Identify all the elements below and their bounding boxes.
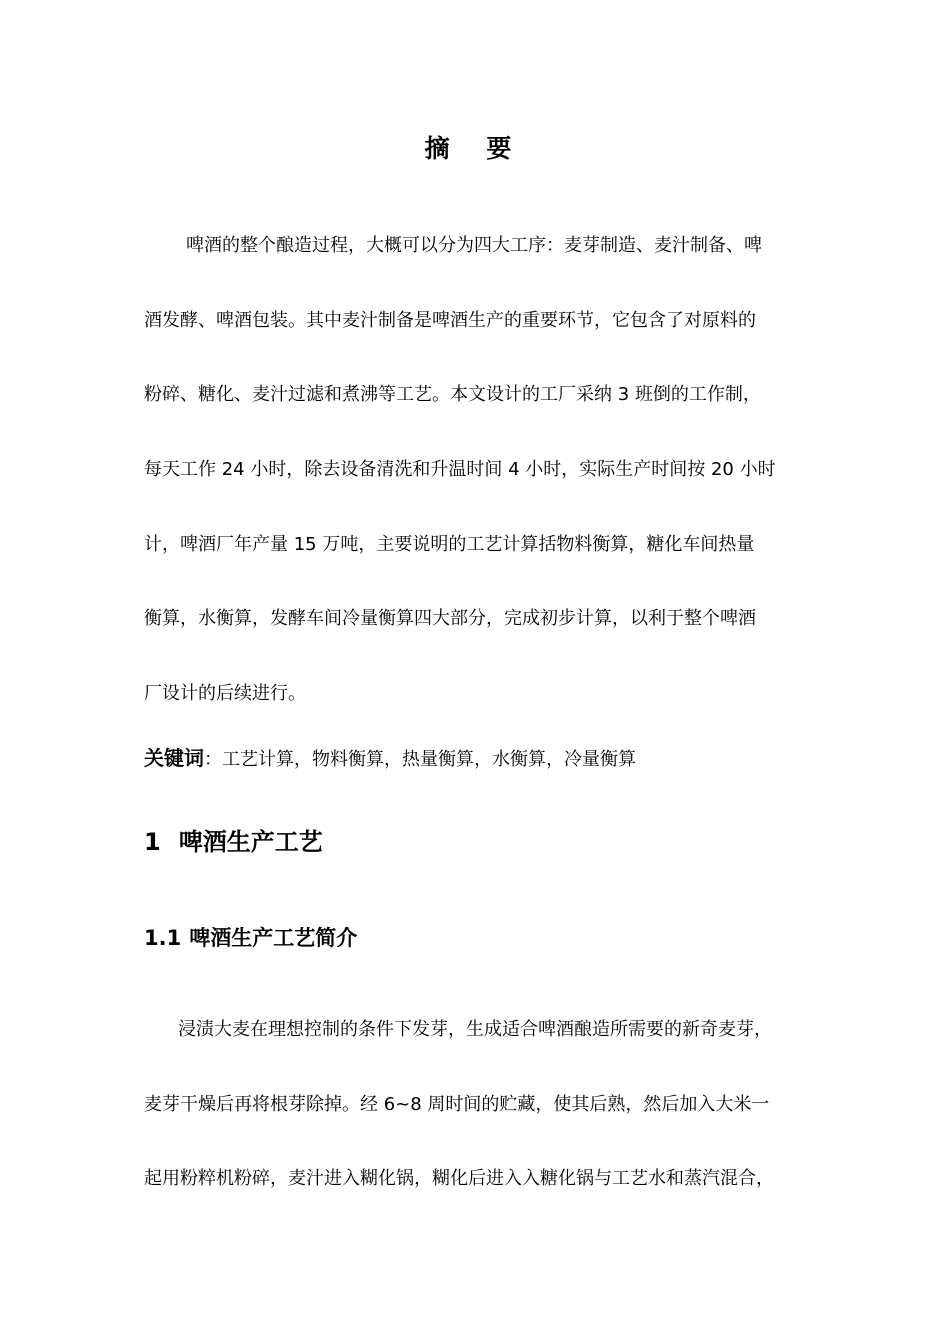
abstract-line-6: 衡算，水衡算，发酵车间冷量衡算四大部分，完成初步计算，以利于整个啤酒 <box>144 608 756 629</box>
abstract-line-4: 每天工作 24 小时，除去设备清洗和升温时间 4 小时，实际生产时间按 20 小时 <box>144 459 776 480</box>
subsection-title: 啤酒生产工艺简介 <box>189 926 358 950</box>
section-heading-1 <box>144 826 323 858</box>
abstract-line-7: 厂设计的后续进行。 <box>144 683 306 704</box>
subsection-heading-1-1 <box>144 923 357 953</box>
keywords-text: 工艺计算，物料衡算，热量衡算，水衡算，冷量衡算 <box>222 749 636 770</box>
body-line-3: 起用粉粹机粉碎，麦汁进入糊化锅，糊化后进入入糖化锅与工艺水和蒸汽混合， <box>144 1168 774 1189</box>
section-number: 1 <box>144 828 161 856</box>
keywords-line <box>144 744 636 774</box>
abstract-line-1: 啤酒的整个酿造过程，大概可以分为四大工序：麦芽制造、麦汁制备、啤 <box>186 235 762 256</box>
subsection-number: 1.1 <box>144 926 182 950</box>
keywords-separator: ： <box>204 749 222 770</box>
abstract-line-5: 计，啤酒厂年产量 15 万吨，主要说明的工艺计算括物料衡算，糖化车间热量 <box>144 534 755 555</box>
keywords-label: 关键词 <box>144 746 204 770</box>
abstract-line-2: 酒发酵、啤酒包装。其中麦汁制备是啤酒生产的重要环节，它包含了对原料的 <box>144 310 756 331</box>
body-line-2: 麦芽干燥后再将根芽除掉。经 6~8 周时间的贮藏，使其后熟，然后加入大米一 <box>144 1094 770 1115</box>
abstract-title: 摘 要 <box>424 134 526 163</box>
body-line-1: 浸渍大麦在理想控制的条件下发芽，生成适合啤酒酿造所需要的新奇麦芽， <box>178 1019 772 1040</box>
section-title: 啤酒生产工艺 <box>178 828 323 856</box>
abstract-line-3: 粉碎、糖化、麦汁过滤和煮沸等工艺。本文设计的工厂采纳 3 班倒的工作制， <box>144 384 761 405</box>
